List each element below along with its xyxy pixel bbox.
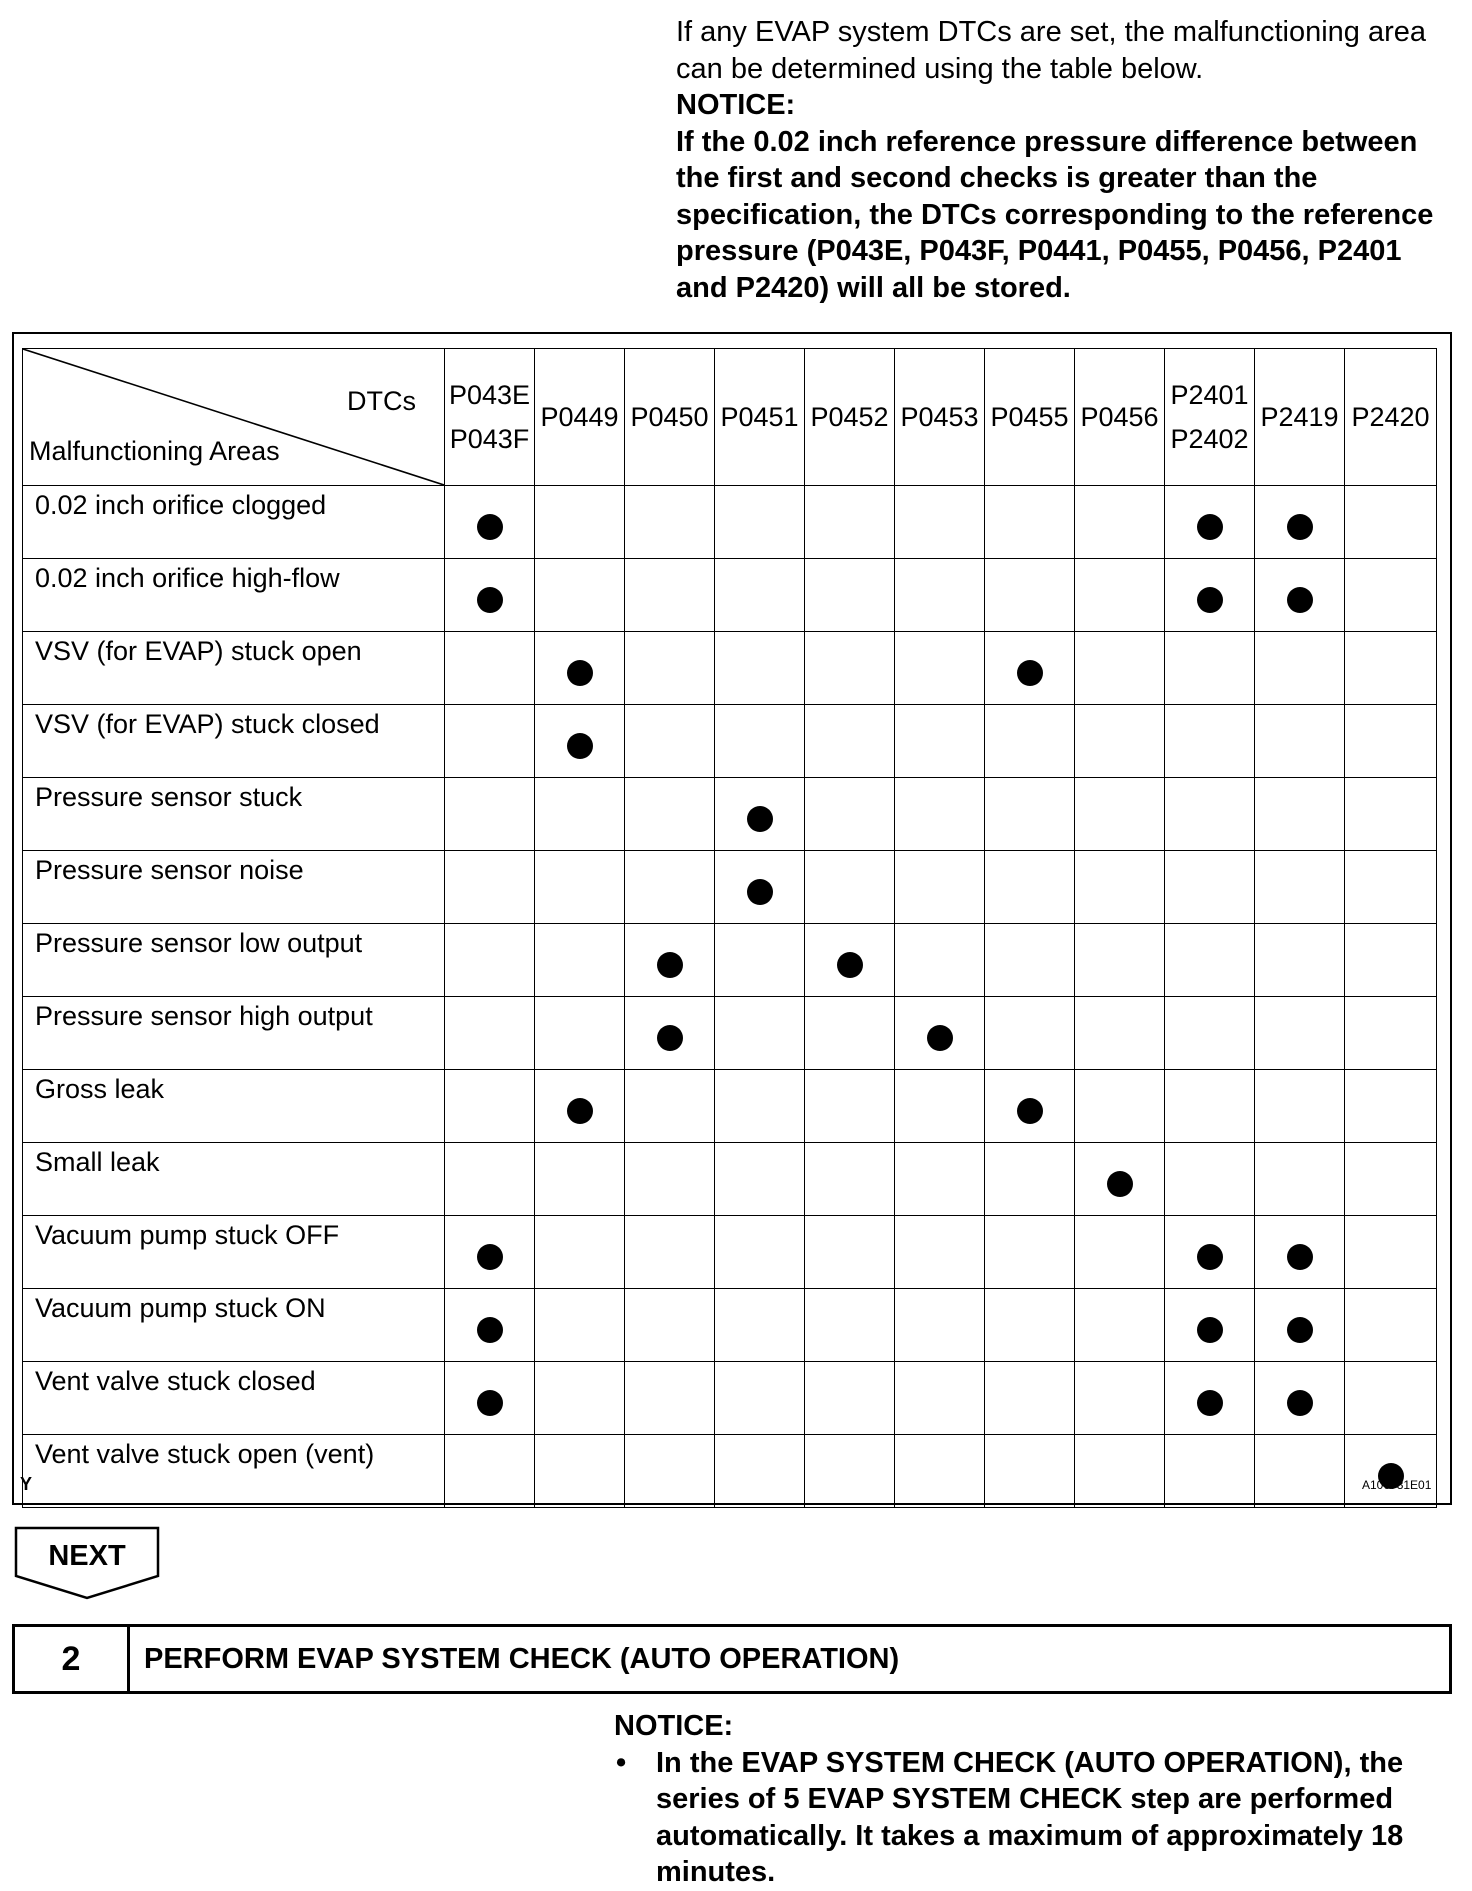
table-row [23,559,1437,632]
step-title: PERFORM EVAP SYSTEM CHECK (AUTO OPERATION) [144,1642,900,1675]
column-header [535,349,625,486]
matrix-cell [1075,778,1165,851]
figure-id: A106731E01 [1362,1478,1432,1492]
matrix-cell [805,851,895,924]
matrix-cell [1255,1435,1345,1508]
matrix-cell [1255,1070,1345,1143]
matrix-cell [895,632,985,705]
matrix-cell [445,559,535,632]
matrix-cell [1345,924,1437,997]
matrix-cell [715,997,805,1070]
matrix-cell [715,851,805,924]
applicable-dot-icon [1197,587,1223,613]
matrix-cell [985,705,1075,778]
matrix-cell [535,851,625,924]
column-code: P0450 [630,402,709,432]
matrix-cell [445,632,535,705]
notice2-bullet-text: In the EVAP SYSTEM CHECK (AUTO OPERATION), the series of 5 EVAP SYSTEM CHECK step are performed automatically. It takes a maximum of approximately 18 minutes. [656,1746,1404,1888]
applicable-dot-icon [477,1317,503,1343]
column-header [445,349,535,486]
matrix-cell [1345,1435,1437,1508]
table-row [23,924,1437,997]
matrix-cell [625,1289,715,1362]
applicable-dot-icon [477,1244,503,1270]
matrix-cell [1165,924,1255,997]
table-row [23,778,1437,851]
matrix-cell [805,1289,895,1362]
matrix-cell [715,1289,805,1362]
matrix-cell [1345,778,1437,851]
matrix-cell [535,1289,625,1362]
matrix-cell [985,851,1075,924]
table-row [23,1362,1437,1435]
matrix-cell [1345,1216,1437,1289]
column-header [1075,349,1165,486]
column-header [625,349,715,486]
matrix-cell [445,1143,535,1216]
malfunction-area-label: Vacuum pump stuck ON [23,1289,445,1362]
applicable-dot-icon [1197,1317,1223,1343]
applicable-dot-icon [1287,1317,1313,1343]
column-code-alt: P2402 [1170,424,1249,454]
matrix-cell [895,705,985,778]
matrix-cell [715,778,805,851]
table-row [23,486,1437,559]
column-code: P2401 [1170,380,1249,410]
matrix-cell [805,486,895,559]
notice-block-2 [614,1708,1464,1891]
applicable-dot-icon [657,1025,683,1051]
table-row [23,1143,1437,1216]
column-code: P043E [448,380,531,410]
matrix-cell [445,997,535,1070]
matrix-cell [895,1362,985,1435]
matrix-cell [1165,1143,1255,1216]
matrix-cell [1075,1070,1165,1143]
applicable-dot-icon [567,660,593,686]
matrix-cell [625,486,715,559]
malfunction-area-label: VSV (for EVAP) stuck closed [23,705,445,778]
matrix-cell [895,997,985,1070]
figure-mark: Y [20,1474,33,1494]
matrix-cell [715,1070,805,1143]
column-header [805,349,895,486]
matrix-cell [715,924,805,997]
column-header [1165,349,1255,486]
next-label: NEXT [48,1540,126,1572]
matrix-cell [1075,705,1165,778]
column-header [1255,349,1345,486]
step-number: 2 [15,1627,130,1691]
matrix-cell [625,924,715,997]
matrix-cell [805,1143,895,1216]
applicable-dot-icon [1017,660,1043,686]
malfunction-area-label: Small leak [23,1143,445,1216]
notice-text: If the 0.02 inch reference pressure difference between the first and second checks is greater than the specification, the DTCs corresponding to the reference pressure (P043E, P043F, P0441, P0455, P0456, P2401 and P2420) will all be stored. [676,125,1434,304]
table-corner-cell [23,349,445,486]
matrix-cell [1255,486,1345,559]
matrix-cell [1165,632,1255,705]
matrix-cell [1345,486,1437,559]
column-code-alt: P043F [449,424,530,454]
matrix-cell [1075,851,1165,924]
table-header-row [23,349,1437,486]
matrix-cell [805,997,895,1070]
applicable-dot-icon [1287,1244,1313,1270]
malfunction-area-label: Pressure sensor noise [23,851,445,924]
column-code: P2420 [1351,402,1430,432]
malfunction-area-label: 0.02 inch orifice high-flow [23,559,445,632]
table-row [23,1216,1437,1289]
notice2-label: NOTICE: [614,1710,734,1742]
matrix-cell [805,1435,895,1508]
matrix-cell [1165,1070,1255,1143]
matrix-cell [625,851,715,924]
table-row [23,705,1437,778]
intro-text-block [676,14,1456,306]
matrix-cell [1345,851,1437,924]
applicable-dot-icon [477,1390,503,1416]
matrix-cell [1165,559,1255,632]
corner-areas-label: Malfunctioning Areas [29,436,280,466]
column-code: P0449 [540,402,619,432]
applicable-dot-icon [1287,587,1313,613]
matrix-cell [445,1435,535,1508]
matrix-cell [985,778,1075,851]
applicable-dot-icon [567,733,593,759]
matrix-cell [805,705,895,778]
matrix-cell [1075,924,1165,997]
matrix-cell [805,924,895,997]
malfunction-area-label: 0.02 inch orifice clogged [23,486,445,559]
matrix-cell [1165,1216,1255,1289]
matrix-cell [445,486,535,559]
malfunction-area-label: Pressure sensor stuck [23,778,445,851]
matrix-cell [625,1362,715,1435]
applicable-dot-icon [1197,1390,1223,1416]
table-row [23,1070,1437,1143]
matrix-cell [895,778,985,851]
matrix-cell [985,1143,1075,1216]
applicable-dot-icon [1197,1244,1223,1270]
matrix-cell [985,1070,1075,1143]
column-code: P2419 [1260,402,1339,432]
matrix-cell [1075,1289,1165,1362]
matrix-cell [445,705,535,778]
matrix-cell [1255,851,1345,924]
column-header [715,349,805,486]
matrix-cell [535,1435,625,1508]
column-code: P0455 [990,402,1069,432]
matrix-cell [1075,997,1165,1070]
matrix-cell [1075,1143,1165,1216]
matrix-cell [535,1362,625,1435]
matrix-cell [805,1216,895,1289]
malfunction-area-label: Pressure sensor low output [23,924,445,997]
matrix-cell [1345,559,1437,632]
matrix-cell [535,559,625,632]
matrix-cell [805,1362,895,1435]
matrix-cell [985,486,1075,559]
matrix-cell [985,997,1075,1070]
matrix-cell [1165,778,1255,851]
matrix-cell [1345,1289,1437,1362]
matrix-cell [1165,1435,1255,1508]
column-code: P0453 [900,402,979,432]
applicable-dot-icon [1287,1390,1313,1416]
applicable-dot-icon [567,1098,593,1124]
step-header [12,1624,1452,1694]
matrix-cell [985,1362,1075,1435]
matrix-cell [1255,559,1345,632]
matrix-cell [625,705,715,778]
matrix-cell [625,1070,715,1143]
matrix-cell [715,1435,805,1508]
matrix-cell [1255,778,1345,851]
matrix-cell [1345,1362,1437,1435]
applicable-dot-icon [1107,1171,1133,1197]
matrix-cell [1165,705,1255,778]
matrix-cell [715,486,805,559]
table-row [23,851,1437,924]
column-header [1345,349,1437,486]
applicable-dot-icon [657,952,683,978]
matrix-cell [625,778,715,851]
matrix-cell [805,632,895,705]
applicable-dot-icon [927,1025,953,1051]
matrix-cell [985,1289,1075,1362]
notice2-bullet [614,1745,1464,1891]
matrix-cell [445,851,535,924]
matrix-cell [535,778,625,851]
matrix-cell [1345,632,1437,705]
matrix-cell [1255,997,1345,1070]
matrix-cell [805,778,895,851]
matrix-cell [1345,997,1437,1070]
applicable-dot-icon [747,806,773,832]
matrix-cell [985,924,1075,997]
matrix-cell [535,1216,625,1289]
matrix-cell [985,559,1075,632]
matrix-cell [1165,997,1255,1070]
matrix-cell [535,997,625,1070]
matrix-cell [895,1289,985,1362]
applicable-dot-icon [1017,1098,1043,1124]
matrix-cell [625,559,715,632]
matrix-cell [715,1216,805,1289]
matrix-cell [1255,1362,1345,1435]
matrix-cell [535,486,625,559]
matrix-cell [715,705,805,778]
column-header [985,349,1075,486]
matrix-cell [625,1435,715,1508]
matrix-cell [625,997,715,1070]
matrix-cell [625,1143,715,1216]
matrix-cell [1075,632,1165,705]
dtc-matrix-table [22,348,1437,1508]
matrix-cell [985,632,1075,705]
applicable-dot-icon [1287,514,1313,540]
malfunction-area-label: Vent valve stuck open (vent) [23,1435,445,1508]
column-code: P0452 [810,402,889,432]
applicable-dot-icon [477,587,503,613]
matrix-cell [445,1216,535,1289]
matrix-cell [1255,632,1345,705]
malfunction-area-label: Pressure sensor high output [23,997,445,1070]
matrix-cell [805,1070,895,1143]
matrix-cell [715,1362,805,1435]
matrix-cell [1255,1143,1345,1216]
matrix-cell [535,632,625,705]
applicable-dot-icon [837,952,863,978]
matrix-cell [1075,486,1165,559]
bullet-mark: • [616,1746,627,1779]
table-body [23,486,1437,1508]
matrix-cell [1255,924,1345,997]
matrix-cell [445,1289,535,1362]
matrix-cell [1165,486,1255,559]
matrix-cell [1075,1435,1165,1508]
notice-label: NOTICE: [676,89,796,121]
matrix-cell [1165,1289,1255,1362]
matrix-cell [715,559,805,632]
matrix-cell [1345,1143,1437,1216]
matrix-cell [535,1070,625,1143]
table-row [23,632,1437,705]
matrix-cell [445,1070,535,1143]
matrix-cell [895,486,985,559]
malfunction-area-label: Vent valve stuck closed [23,1362,445,1435]
matrix-cell [715,1143,805,1216]
matrix-cell [895,1143,985,1216]
malfunction-area-label: Gross leak [23,1070,445,1143]
matrix-cell [1255,705,1345,778]
applicable-dot-icon [477,514,503,540]
matrix-cell [895,924,985,997]
malfunction-area-label: VSV (for EVAP) stuck open [23,632,445,705]
matrix-cell [715,632,805,705]
matrix-cell [445,924,535,997]
matrix-cell [1075,1216,1165,1289]
matrix-cell [1255,1216,1345,1289]
matrix-cell [895,851,985,924]
table-row [23,1289,1437,1362]
table-row [23,1435,1437,1508]
matrix-cell [535,924,625,997]
column-header [895,349,985,486]
matrix-cell [1345,705,1437,778]
matrix-cell [805,559,895,632]
matrix-cell [625,632,715,705]
table-row [23,997,1437,1070]
column-code: P0456 [1080,402,1159,432]
matrix-cell [895,1216,985,1289]
matrix-cell [985,1435,1075,1508]
intro-paragraph: If any EVAP system DTCs are set, the malfunctioning area can be determined using the table below. [676,16,1427,85]
corner-dtcs-label: DTCs [347,386,416,416]
next-button[interactable] [14,1526,160,1600]
applicable-dot-icon [1197,514,1223,540]
column-code: P0451 [720,402,799,432]
matrix-cell [445,778,535,851]
matrix-cell [1075,559,1165,632]
malfunction-area-label: Vacuum pump stuck OFF [23,1216,445,1289]
matrix-cell [895,1435,985,1508]
matrix-cell [445,1362,535,1435]
matrix-cell [1075,1362,1165,1435]
matrix-cell [1165,851,1255,924]
matrix-cell [625,1216,715,1289]
matrix-cell [895,1070,985,1143]
matrix-cell [1345,1070,1437,1143]
matrix-cell [1255,1289,1345,1362]
matrix-cell [1165,1362,1255,1435]
applicable-dot-icon [747,879,773,905]
matrix-cell [985,1216,1075,1289]
matrix-cell [535,705,625,778]
matrix-cell [895,559,985,632]
matrix-cell [535,1143,625,1216]
